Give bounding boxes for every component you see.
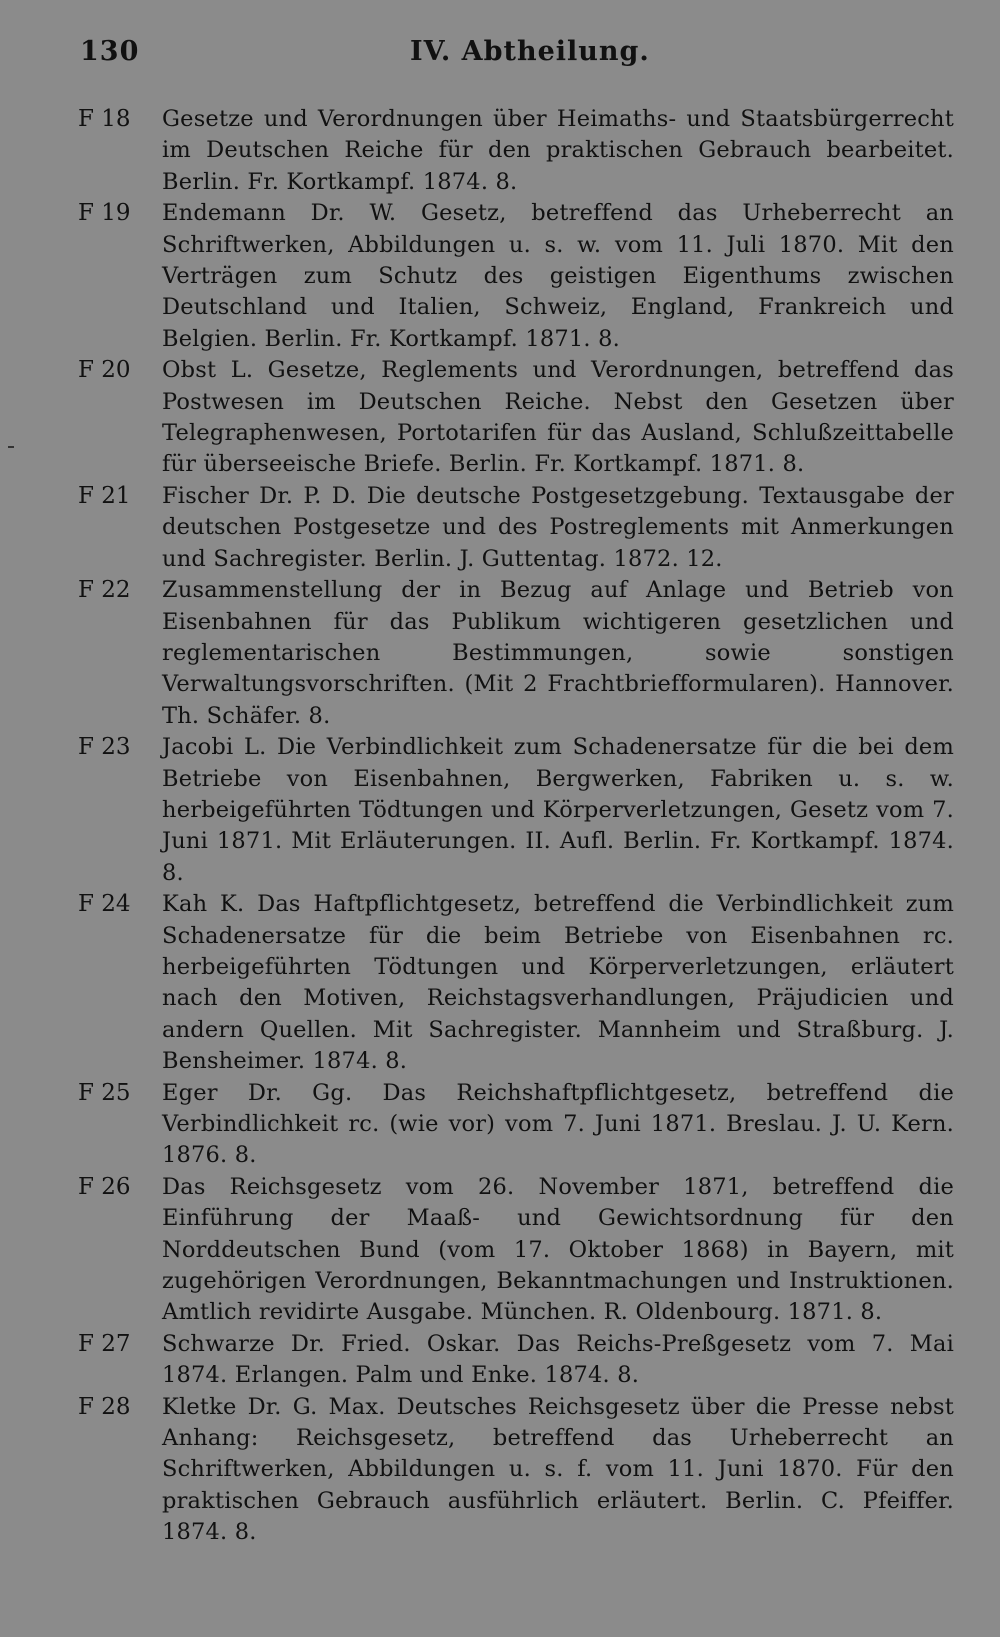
entry-id: F 28 [78, 1393, 131, 1420]
page-number: 130 [80, 36, 140, 67]
entry-text: Obst L. Gesetze, Reglements und Verordnungen, betreffend das Postwesen im Deutschen Reiche. Nebst den Gesetzen über Telegraphenwesen, Portotarifen für das Ausland, Schlußzeittabelle für überseeische Briefe. Berlin. Fr. Kortkampf. 1871. 8. [162, 357, 954, 478]
entry-id: F 23 [78, 734, 131, 761]
entry-id: F 21 [78, 482, 131, 509]
entry-text: Fischer Dr. P. D. Die deutsche Postgesetzgebung. Textausgabe der deutschen Postgesetze und des Postreglements mit Anmerkungen und Sachregister. Berlin. J. Guttentag. 1872. 12. [162, 482, 954, 572]
entry-text: Endemann Dr. W. Gesetz, betreffend das Urheberrecht an Schriftwerken, Abbildungen u. s. w. vom 11. Juli 1870. Mit den Verträgen zum Schutz des geistigen Eigenthums zwischen Deutschland und Italien, Schweiz, England, Frankreich und Belgien. Berlin. Fr. Kortkampf. 1871. 8. [162, 200, 954, 352]
bibliography-entry [78, 575, 954, 732]
entry-text: Gesetze und Verordnungen über Heimaths- und Staatsbürgerrecht im Deutschen Reiche für den praktischen Gebrauch bearbeitet. Berlin. Fr. Kortkampf. 1874. 8. [162, 106, 954, 195]
bibliography-entry [78, 481, 954, 575]
entry-id: F 26 [78, 1173, 131, 1200]
entry-text: Jacobi L. Die Verbindlichkeit zum Schadenersatze für die bei dem Betriebe von Eisenbahnen, Bergwerken, Fabriken u. s. w. herbeigeführten Tödtungen und Körperverletzungen, Gesetz vom 7. Juni 1871. Mit Erläuterungen. II. Aufl. Berlin. Fr. Kortkampf. 1874. 8. [162, 734, 954, 886]
entry-text: Kletke Dr. G. Max. Deutsches Reichsgesetz über die Presse nebst Anhang: Reichsgesetz, betreffend das Urheberrecht an Schriftwerken, Abbildungen u. s. f. vom 11. Juni 1870. Für den praktischen Gebrauch ausführlich erläutert. Berlin. C. Pfeiffer. 1874. 8. [162, 1393, 954, 1546]
entry-id: F 18 [78, 106, 131, 132]
entry-id: F 22 [78, 577, 131, 604]
bibliography-entry [78, 732, 954, 889]
entry-text: Das Reichsgesetz vom 26. November 1871, betreffend die Einführung der Maaß- und Gewichtsordnung für den Norddeutschen Bund (vom 17. Oktober 1868) in Bayern, mit zugehörigen Verordnungen, Bekanntmachungen und Instruktionen. Amtlich revidirte Ausgabe. München. R. Oldenbourg. 1871. 8. [162, 1173, 954, 1326]
bibliography-entry [78, 104, 954, 198]
entry-id: F 20 [78, 357, 131, 384]
entry-text: Eger Dr. Gg. Das Reichshaftpflichtgesetz, betreffend die Verbindlichkeit rc. (wie vor) vom 7. Juni 1871. Breslau. J. U. Kern. 1876. 8. [162, 1079, 954, 1169]
entry-id: F 19 [78, 200, 131, 227]
bibliography-entry [78, 1172, 954, 1329]
bibliography-entry [78, 355, 954, 481]
bibliography-entry [78, 1078, 954, 1172]
bibliography-list [78, 104, 954, 1549]
entry-text: Zusammenstellung der in Bezug auf Anlage und Betrieb von Eisenbahnen für das Publikum wichtigeren gesetzlichen und reglementarischen Bestimmungen, sowie sonstigen Verwaltungsvorschriften. (Mit 2 Frachtbriefformularen). Hannover. Th. Schäfer. 8. [162, 577, 954, 729]
entry-id: F 25 [78, 1079, 131, 1106]
entry-text: Kah K. Das Haftpflichtgesetz, betreffend die Verbindlichkeit zum Schadenersatze für die beim Betriebe von Eisenbahnen rc. herbeigeführten Tödtungen und Körperverletzungen, erläutert nach den Motiven, Reichstagsverhandlungen, Präjudicien und andern Quellen. Mit Sachregister. Mannheim und Straßburg. J. Bensheimer. 1874. 8. [162, 891, 954, 1075]
entry-id: F 24 [78, 891, 131, 918]
entry-text: Schwarze Dr. Fried. Oskar. Das Reichs-Preßgesetz vom 7. Mai 1874. Erlangen. Palm und Enke. 1874. 8. [162, 1330, 954, 1389]
bibliography-entry [78, 889, 954, 1077]
running-head: IV. Abtheilung. [410, 36, 650, 67]
bibliography-entry [78, 1329, 954, 1392]
page-header [80, 36, 940, 76]
entry-id: F 27 [78, 1330, 131, 1357]
bibliography-entry [78, 198, 954, 355]
bibliography-entry [78, 1392, 954, 1549]
margin-mark [8, 446, 14, 448]
